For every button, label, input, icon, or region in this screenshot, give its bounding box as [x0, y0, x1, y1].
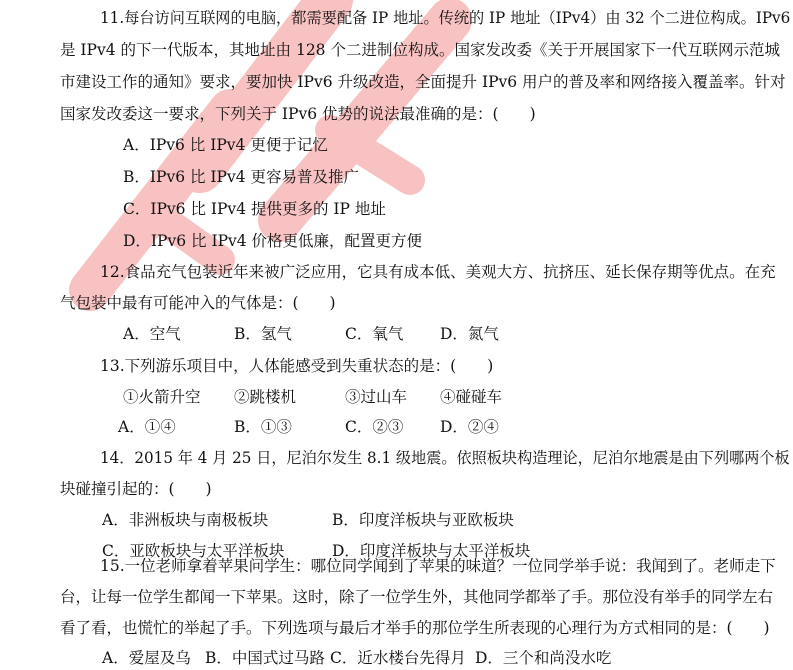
- q14-line-1: 14．2015 年 4 月 25 日，尼泊尔发生 8.1 级地震。依照板块构造理论，尼泊尔地震是由下列哪两个板: [100, 449, 790, 467]
- q11-line-3: 市建设工作的通知》要求，要加快 IPv6 升级改造，全面提升 IPv6 用户的普及率和网络接入覆盖率。针对: [60, 73, 786, 91]
- q11-option-c: C．IPv6 比 IPv4 提供更多的 IP 地址: [123, 200, 386, 218]
- q11-option-b: B．IPv6 比 IPv4 更容易普及推广: [123, 168, 360, 186]
- q12-line-2: 气包装中最有可能冲入的气体是：( ): [60, 294, 336, 312]
- q11-line-1: 11.每台访问互联网的电脑，都需要配备 IP 地址。传统的 IP 地址（IPv4）由 32 个二进位构成。IPv6: [100, 9, 791, 27]
- q13-line-1: 13.下列游乐项目中，人体能感受到失重状态的是：( ): [100, 357, 494, 375]
- q11-option-d: D．IPv6 比 IPv4 价格更低廉，配置更方便: [123, 232, 423, 250]
- q11-line-2: 是 IPv4 的下一代版本，其地址由 128 个二进制位构成。国家发改委《关于开展国家下一代互联网示范城: [60, 41, 780, 59]
- q13-item-3: ③过山车: [345, 388, 408, 406]
- q14-option-a: A．非洲板块与南极板块: [102, 511, 269, 529]
- q15-option-d: D．三个和尚没水吃: [475, 649, 612, 667]
- q15-line-2: 台，让每一位学生都闻一下苹果。这时，除了一位学生外，其他同学都举了手。那位没有举手的同学左右: [60, 588, 774, 606]
- q12-option-c: C．氧气: [345, 325, 404, 343]
- q15-option-a: A．爱屋及乌: [102, 649, 191, 667]
- q14-option-c: C．亚欧板块与太平洋板块: [102, 542, 285, 560]
- q15-option-b: B．中国式过马路: [205, 649, 325, 667]
- q13-option-a: A．①④: [118, 418, 176, 436]
- q11-line-4: 国家发改委这一要求，下列关于 IPv6 优势的说法最准确的是：( ): [60, 105, 536, 123]
- q14-option-d: D．印度洋板块与太平洋板块: [332, 542, 531, 560]
- q12-option-a: A．空气: [123, 325, 181, 343]
- q12-option-b: B．氢气: [234, 325, 292, 343]
- q13-item-1: ①火箭升空: [123, 388, 201, 406]
- q14-option-b: B．印度洋板块与亚欧板块: [332, 511, 514, 529]
- q15-option-c: C．近水楼台先得月: [330, 649, 466, 667]
- q13-option-b: B．①③: [234, 418, 292, 436]
- q15-line-3: 看了看，也慌忙的举起了手。下列选项与最后才举手的那位学生所表现的心理行为方式相同的是：( ): [60, 619, 770, 637]
- q12-line-1: 12.食品充气包装近年来被广泛应用，它具有成本低、美观大方、抗挤压、延长保存期等优点。在充: [100, 263, 776, 281]
- q15-line-1: 15.一位老师拿着苹果问学生：哪位同学闻到了苹果的味道？一位同学举手说：我闻到了。老师走下: [100, 557, 776, 575]
- q13-option-c: C．②③: [345, 418, 404, 436]
- q13-option-d: D．②④: [440, 418, 499, 436]
- q13-item-4: ④碰碰车: [440, 388, 503, 406]
- q14-line-2: 块碰撞引起的：( ): [60, 480, 212, 498]
- q13-item-2: ②跳楼机: [234, 388, 297, 406]
- q12-option-d: D．氮气: [440, 325, 499, 343]
- q11-option-a: A．IPv6 比 IPv4 更便于记忆: [123, 136, 328, 154]
